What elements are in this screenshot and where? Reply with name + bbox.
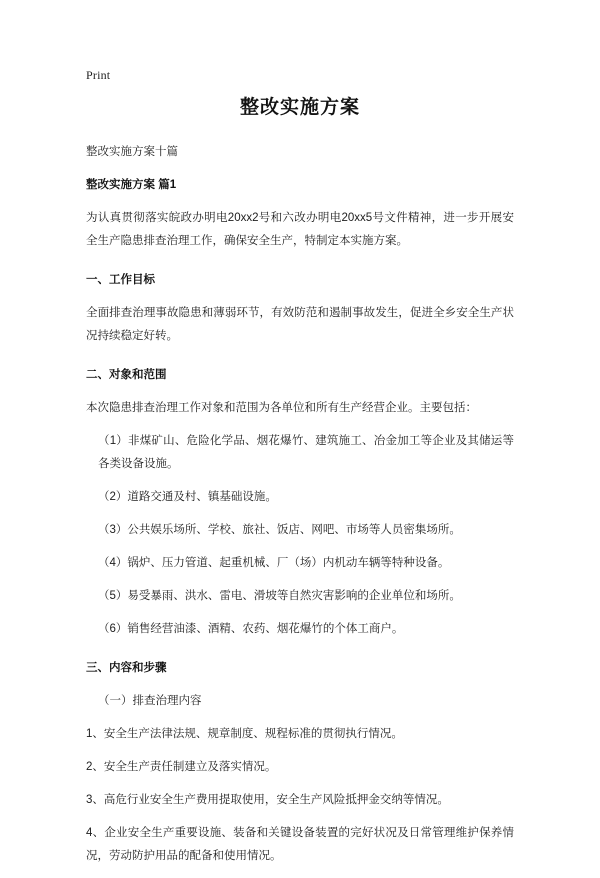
section-2-paragraph-3: （2）道路交通及村、镇基础设施。 [98,491,277,503]
print-button[interactable]: Print [86,68,111,82]
section-heading-3: 三、内容和步骤 [86,662,167,674]
article-heading: 整改实施方案 篇1 [86,179,177,191]
section-2-paragraph-7: （6）销售经营油漆、酒精、农药、烟花爆竹的个体工商户。 [98,623,404,635]
document-body [86,92,514,878]
section-2-paragraph-6: （5）易受暴雨、洪水、雷电、滑坡等自然灾害影响的企业单位和场所。 [98,590,461,602]
section-3-paragraph-3: 2、安全生产责任制建立及落实情况。 [86,761,277,773]
section-3-paragraph-5: 4、企业安全生产重要设施、装备和关键设备装置的完好状况及日常管理维护保养情况，劳动防护用品的配备和使用情况。 [86,827,514,862]
page-title: 整改实施方案 [239,97,360,118]
section-3-paragraph-1: （一）排查治理内容 [98,695,202,707]
intro-paragraph: 为认真贯彻落实皖政办明电20xx2号和六改办明电20xx5号文件精神，进一步开展安全生产隐患排查治理工作，确保安全生产，特制定本实施方案。 [86,212,514,247]
section-heading-2: 二、对象和范围 [86,369,167,381]
document-subtitle: 整改实施方案十篇 [86,146,178,158]
section-2-paragraph-2: （1）非煤矿山、危险化学品、烟花爆竹、建筑施工、冶金加工等企业及其储运等各类设备设施。 [98,435,514,470]
section-2-paragraph-4: （3）公共娱乐场所、学校、旅社、饭店、网吧、市场等人员密集场所。 [98,524,461,536]
section-3-paragraph-4: 3、高危行业安全生产费用提取使用，安全生产风险抵押金交纳等情况。 [86,794,449,806]
section-2-paragraph-5: （4）锅炉、压力管道、起重机械、厂（场）内机动车辆等特种设备。 [98,557,450,569]
section-2-paragraph-1: 本次隐患排查治理工作对象和范围为各单位和所有生产经营企业。主要包括： [86,402,477,414]
section-heading-1: 一、工作目标 [86,274,155,286]
section-1-paragraph-1: 全面排查治理事故隐患和薄弱环节，有效防范和遏制事故发生，促进全乡安全生产状况持续稳定好转。 [86,307,514,342]
section-3-paragraph-2: 1、安全生产法律法规、规章制度、规程标准的贯彻执行情况。 [86,728,403,740]
